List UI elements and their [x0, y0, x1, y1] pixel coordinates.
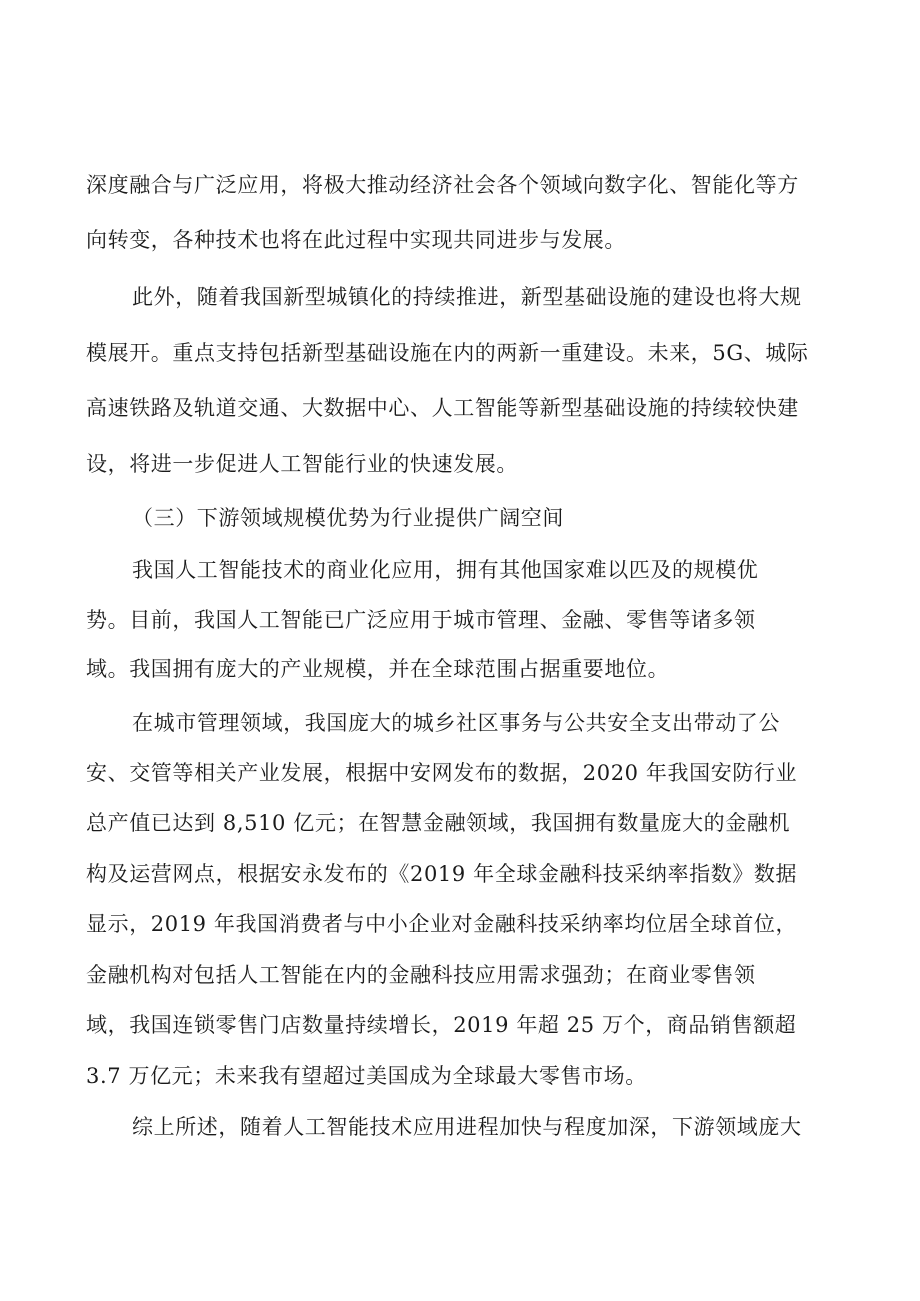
text-line: 显示，2019 年我国消费者与中小企业对金融科技采纳率均位居全球首位，: [86, 912, 798, 936]
text-line: 综上所述，随着人工智能技术应用进程加快与程度加深，下游领域庞大: [132, 1115, 802, 1139]
text-line: 金融机构对包括人工智能在内的金融科技应用需求强劲；在商业零售领: [86, 963, 756, 987]
text-line: 构及运营网点，根据安永发布的《2019 年全球金融科技采纳率指数》数据: [86, 862, 798, 886]
text-line: 深度融合与广泛应用，将极大推动经济社会各个领域向数字化、智能化等方: [86, 173, 799, 197]
section-heading: （三）下游领域规模优势为行业提供广阔空间: [132, 506, 564, 530]
text-line: 总产值已达到 8,510 亿元；在智慧金融领域，我国拥有数量庞大的金融机: [86, 811, 791, 835]
text-line: 域，我国连锁零售门店数量持续增长，2019 年超 25 万个，商品销售额超: [86, 1013, 797, 1037]
text-line: 安、交管等相关产业发展，根据中安网发布的数据，2020 年我国安防行业: [86, 761, 798, 785]
text-line: 模展开。重点支持包括新型基础设施在内的两新一重建设。未来，5G、城际: [86, 341, 809, 365]
text-line: 此外，随着我国新型城镇化的持续推进，新型基础设施的建设也将大规: [132, 285, 802, 309]
text-line: 我国人工智能技术的商业化应用，拥有其他国家难以匹及的规模优: [132, 558, 759, 582]
text-line: 域。我国拥有庞大的产业规模，并在全球范围占据重要地位。: [86, 657, 670, 681]
text-line: 在城市管理领域，我国庞大的城乡社区事务与公共安全支出带动了公: [132, 711, 780, 735]
text-line: 势。目前，我国人工智能已广泛应用于城市管理、金融、零售等诸多领: [86, 608, 756, 632]
text-line: 3.7 万亿元；未来我有望超过美国成为全球最大零售市场。: [86, 1064, 647, 1088]
text-line: 向转变，各种技术也将在此过程中实现共同进步与发展。: [86, 228, 626, 252]
text-line: 设，将进一步促进人工智能行业的快速发展。: [86, 452, 518, 476]
text-line: 高速铁路及轨道交通、大数据中心、人工智能等新型基础设施的持续较快建: [86, 396, 799, 420]
